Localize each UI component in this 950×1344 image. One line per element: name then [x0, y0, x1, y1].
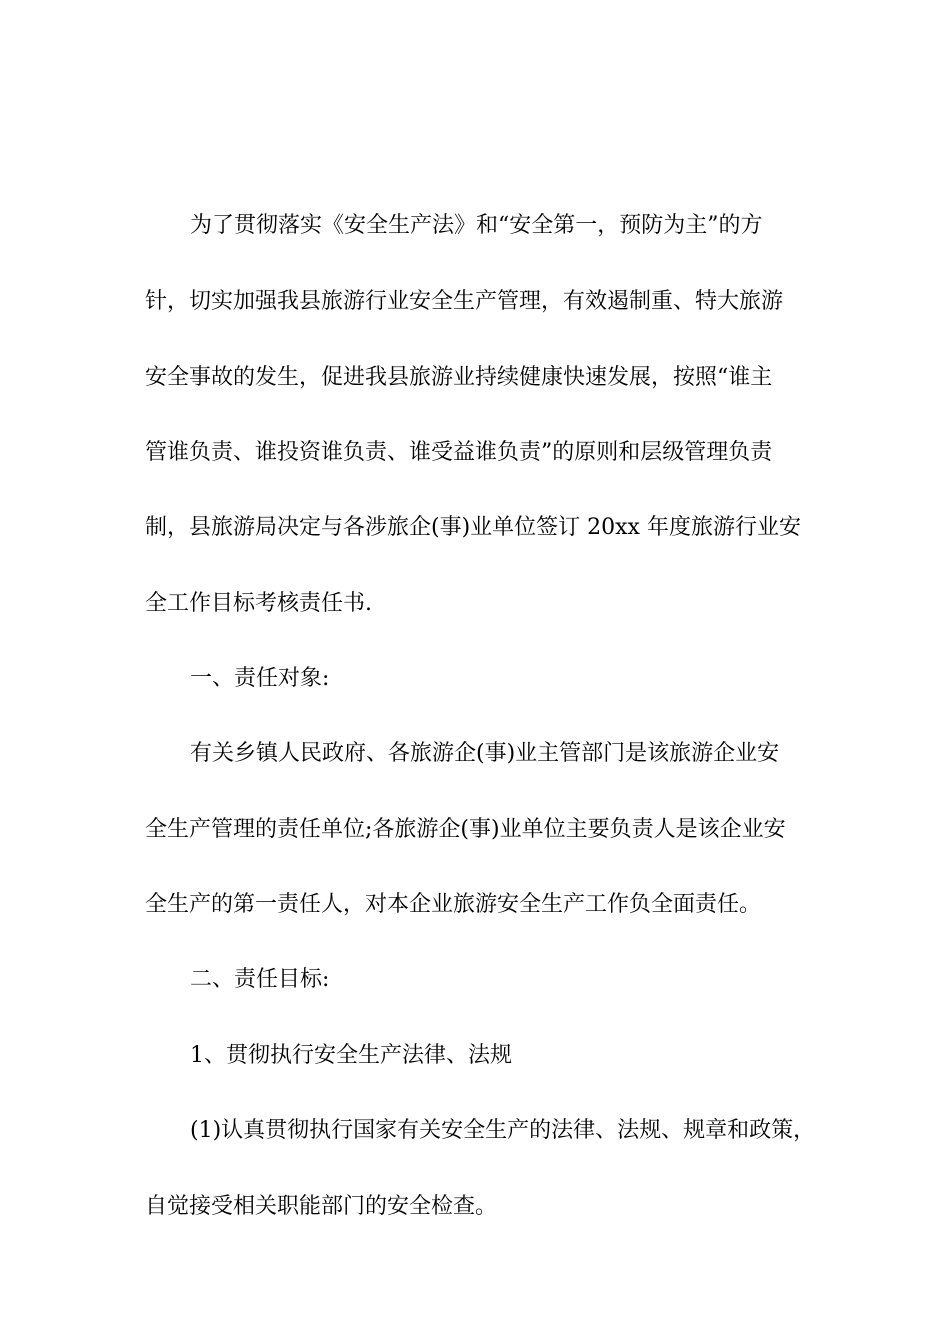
paragraph-intro-line-4 — [0, 433, 828, 473]
text-line: 全生产的第一责任人，对本企业旅游安全生产工作负全面责任。 — [145, 892, 762, 917]
text-line: 自觉接受相关职能部门的安全检查。 — [145, 1194, 498, 1219]
paragraph-object-line-1 — [0, 734, 828, 774]
paragraph-intro-line-1 — [0, 206, 828, 246]
text-line: 为了贯彻落实《安全生产法》和“安全第一，预防为主”的方 — [190, 213, 763, 238]
heading-text: 1、贯彻执行安全生产法律、法规 — [190, 1043, 512, 1068]
paragraph-object-line-3 — [0, 885, 950, 925]
text-line: 全工作目标考核责任书. — [145, 591, 372, 616]
heading-text: 二、责任目标: — [190, 967, 330, 992]
text-line: (1)认真贯彻执行国家有关安全生产的法律、法规、规章和政策， — [190, 1118, 816, 1143]
subheading-1 — [0, 1036, 950, 1076]
paragraph-intro-line-2 — [0, 282, 828, 322]
section-heading-1 — [0, 659, 950, 699]
paragraph-item-1-line-1 — [0, 1111, 828, 1151]
text-line: 安全事故的发生，促进我县旅游业持续健康快速发展，按照“谁主 — [145, 365, 773, 390]
section-heading-2 — [0, 960, 950, 1000]
text-line: 制，县旅游局决定与各涉旅企(事)业单位签订 20xx 年度旅游行业安 — [145, 515, 801, 540]
paragraph-intro-line-3 — [0, 358, 828, 398]
paragraph-object-line-2 — [0, 810, 828, 850]
paragraph-item-1-line-2 — [0, 1187, 950, 1227]
heading-text: 一、责任对象: — [190, 666, 330, 691]
text-line: 管谁负责、谁投资谁负责、谁受益谁负责”的原则和层级管理负责 — [145, 440, 773, 465]
text-line: 针，切实加强我县旅游行业安全生产管理，有效遏制重、特大旅游 — [145, 289, 784, 314]
paragraph-intro-line-6 — [0, 584, 950, 624]
text-line: 有关乡镇人民政府、各旅游企(事)业主管部门是该旅游企业安 — [190, 741, 780, 766]
paragraph-intro-line-5 — [0, 508, 828, 548]
text-line: 全生产管理的责任单位;各旅游企(事)业单位主要负责人是该企业安 — [145, 817, 786, 842]
